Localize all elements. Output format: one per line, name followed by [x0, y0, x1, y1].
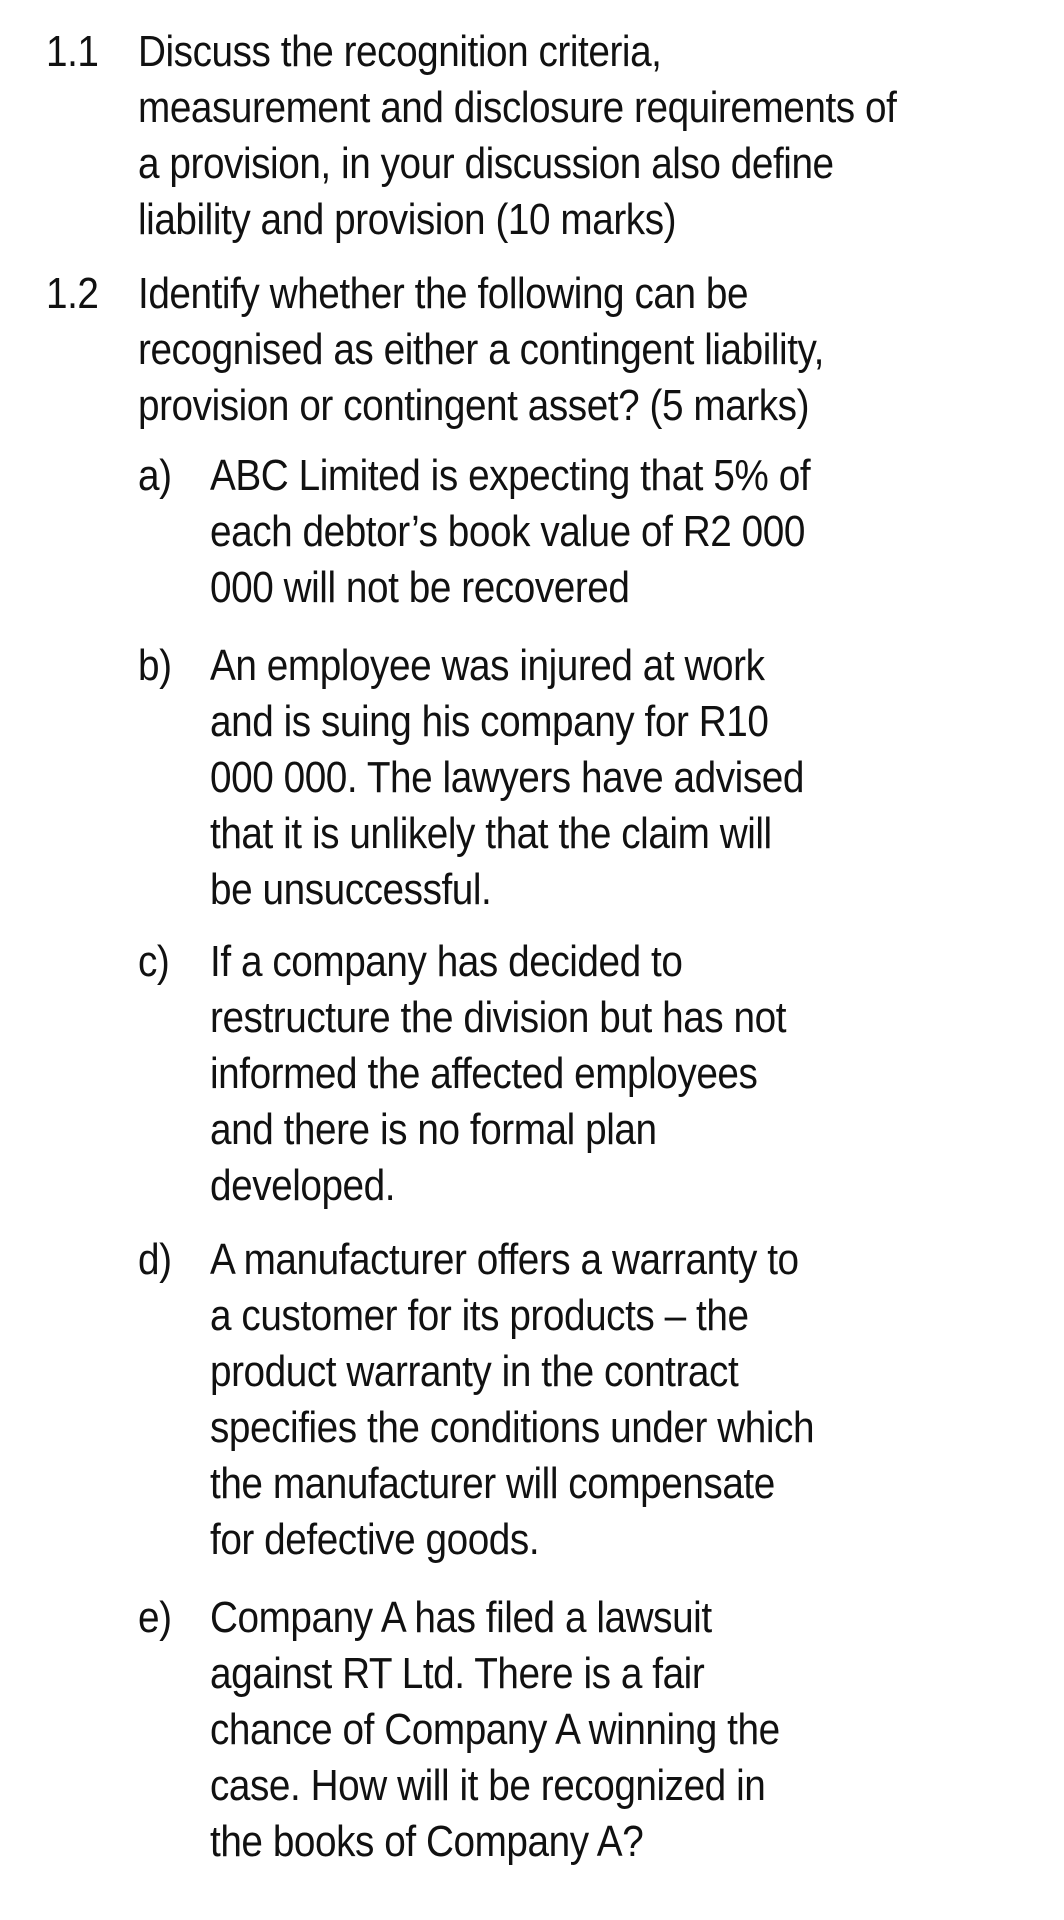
sub-question-label: e) [138, 1593, 172, 1642]
sub-question-label: a) [138, 451, 172, 500]
sub-question-text: ABC Limited is expecting that 5% of each debtor’s book value of R2 000 000 will not be recovered [210, 451, 811, 612]
question-number: 1.1 [46, 27, 99, 76]
sub-question-text: A manufacturer offers a warranty to a customer for its products – the product warranty in the contract specifies the conditions under which the manufacturer will compensate for defective goods. [210, 1235, 815, 1564]
sub-question-text: An employee was injured at work and is suing his company for R10 000 000. The lawyers have advised that it is unlikely that the claim will be unsuccessful. [210, 641, 804, 914]
sub-question-label: d) [138, 1235, 172, 1284]
sub-question-label: c) [138, 937, 170, 986]
question-text: Discuss the recognition criteria, measurement and disclosure requirements of a provision, in your discussion also define liability and provision (10 marks) [138, 27, 897, 244]
sub-question-text: Company A has filed a lawsuit against RT Ltd. There is a fair chance of Company A winning the case. How will it be recognized in the books of Company A? [210, 1593, 780, 1866]
sub-question-label: b) [138, 641, 172, 690]
question-number: 1.2 [46, 269, 99, 318]
sub-question-text: If a company has decided to restructure the division but has not informed the affected employees and there is no formal plan developed. [210, 937, 787, 1210]
question-text: Identify whether the following can be recognised as either a contingent liability, provision or contingent asset? (5 marks) [138, 269, 824, 430]
